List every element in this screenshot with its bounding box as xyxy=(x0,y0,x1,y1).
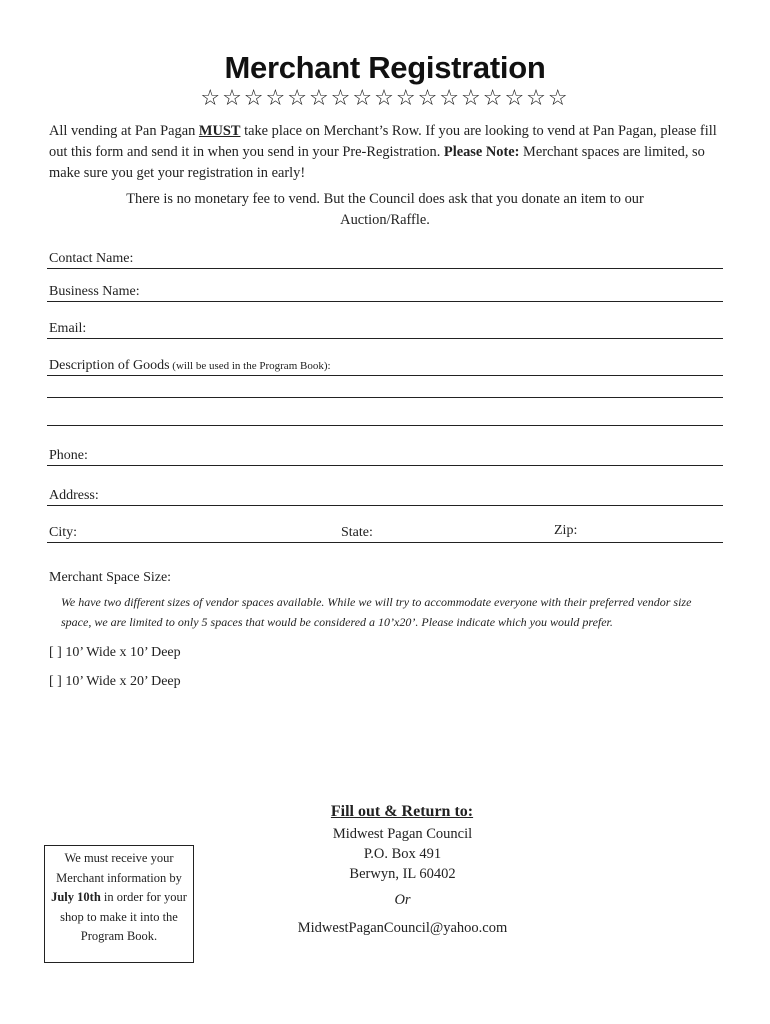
contact-name-label: Contact Name: xyxy=(49,251,134,266)
email-label: Email: xyxy=(49,321,87,336)
intro-must: MUST xyxy=(198,123,241,139)
return-city: Berwyn, IL 60402 xyxy=(349,866,456,882)
fee-text: There is no monetary fee to vend. But the Council does ask that you donate an item to our Auction/Raffle. xyxy=(126,191,644,228)
email-field[interactable] xyxy=(47,320,723,339)
description-field[interactable] xyxy=(47,357,723,376)
intro-text-2: take place on Merchant’s Row. If you are looking to vend at Pan Pagan, please fill out this form and send it in when you send in your Pre-Registration. xyxy=(49,123,717,160)
return-title: Fill out & Return to: xyxy=(330,803,474,820)
checkbox-10x20[interactable]: [ ] xyxy=(49,674,62,689)
address-label: Address: xyxy=(49,488,99,503)
return-or: Or xyxy=(394,892,411,908)
state-label: State: xyxy=(341,525,373,540)
phone-field[interactable] xyxy=(47,447,723,466)
deadline-date: July 10th xyxy=(51,890,101,904)
business-name-field[interactable] xyxy=(47,283,723,302)
star-divider: ☆☆☆☆☆☆☆☆☆☆☆☆☆☆☆☆☆ xyxy=(200,86,570,111)
description-note: (will be used in the Program Book): xyxy=(169,360,331,372)
phone-label: Phone: xyxy=(49,448,88,463)
return-org: Midwest Pagan Council xyxy=(332,826,473,842)
checkbox-10x10[interactable]: [ ] xyxy=(49,645,62,660)
deadline-text-2: in order for your shop to make it into the Program Book. xyxy=(60,890,187,943)
intro-note-label: Please Note: xyxy=(443,144,520,160)
intro-text-3: Merchant spaces are limited, so make sure you get your registration in early! xyxy=(49,144,705,181)
return-email: MidwestPaganCouncil@yahoo.com xyxy=(297,920,508,936)
return-po-box: P.O. Box 491 xyxy=(363,846,442,862)
description-label: Description of Goods xyxy=(49,358,170,373)
intro-text-1: All vending at Pan Pagan xyxy=(49,123,199,139)
city-label: City: xyxy=(49,525,78,540)
option-10x20[interactable] xyxy=(49,674,181,690)
city-state-zip-field[interactable] xyxy=(47,524,723,543)
zip-label: Zip: xyxy=(554,523,578,538)
deadline-notice-box xyxy=(44,845,194,963)
option-10x10[interactable] xyxy=(49,645,181,661)
contact-name-field[interactable] xyxy=(47,250,723,269)
address-field[interactable] xyxy=(47,487,723,506)
page-title: Merchant Registration xyxy=(224,50,546,85)
deadline-text-1: We must receive your Merchant information by xyxy=(56,851,182,885)
space-size-note: We have two different sizes of vendor spaces available. While we will try to accommodate everyone with their preferred vendor size space, we are limited to only 5 spaces that would be considered a 10’x20’. Please indicate which you would prefer. xyxy=(61,595,692,629)
description-line-3[interactable] xyxy=(47,425,723,426)
intro-paragraph xyxy=(49,121,729,184)
option-10x20-label: 10’ Wide x 20’ Deep xyxy=(65,674,181,689)
space-size-title: Merchant Space Size: xyxy=(49,570,172,585)
description-line-2[interactable] xyxy=(47,397,723,398)
option-10x10-label: 10’ Wide x 10’ Deep xyxy=(65,645,181,660)
business-name-label: Business Name: xyxy=(49,284,140,299)
